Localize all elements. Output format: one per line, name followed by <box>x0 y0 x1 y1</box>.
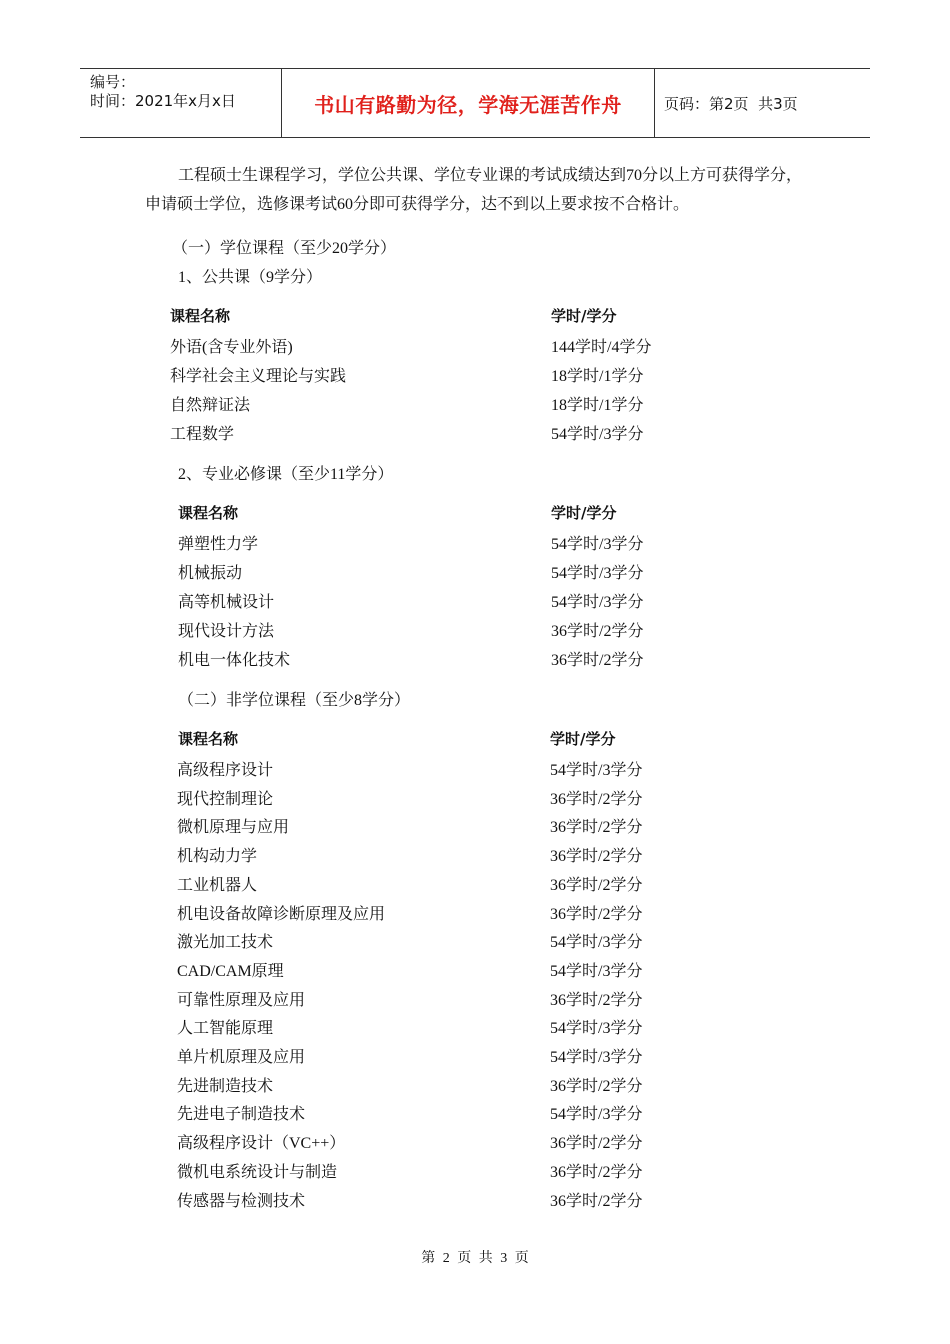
course-name: 自然辩证法 <box>170 397 251 414</box>
course-hours: 36学时/2学分 <box>550 790 643 808</box>
course-hours: 54学时/3学分 <box>550 1106 643 1124</box>
course-hours: 36学时/2学分 <box>550 819 643 837</box>
course-name: 机电设备故障诊断原理及应用 <box>177 905 386 923</box>
section1-title: （一）学位课程（至少20学分） <box>172 240 397 257</box>
intro-text: 工程硕士生课程学习，学位公共课、学位专业课的考试成绩达到70分以上方可获得学分，申请硕士学位，选修课考试60分即可获得学分，达不到以上要求按不合格计。 <box>145 167 803 213</box>
course-hours: 54学时/3学分 <box>550 934 643 952</box>
course-hours: 36学时/2学分 <box>550 1192 643 1210</box>
course-hours: 36学时/2学分 <box>550 1077 643 1095</box>
table1-header-name: 课程名称 <box>170 307 231 325</box>
course-name: 机电一体化技术 <box>178 652 291 669</box>
page-info: 页码：第2页 共3页 <box>664 94 798 113</box>
intro-paragraph <box>145 161 810 219</box>
course-hours: 54学时/3学分 <box>550 962 643 980</box>
course-hours: 36学时/2学分 <box>550 991 643 1009</box>
course-name: 先进电子制造技术 <box>177 1106 306 1124</box>
table3-header-name: 课程名称 <box>178 730 239 748</box>
course-name: 先进制造技术 <box>177 1077 274 1095</box>
subsection2-title: 2、专业必修课（至少11学分） <box>178 466 394 483</box>
course-hours: 54学时/3学分 <box>551 536 644 553</box>
document-header <box>80 68 870 138</box>
course-name: 弹塑性力学 <box>178 536 259 553</box>
course-name: 现代控制理论 <box>177 790 274 808</box>
course-hours: 36学时/2学分 <box>550 1163 643 1181</box>
section2-title: （二）非学位课程（至少8学分） <box>178 692 411 709</box>
number-label: 编号： <box>90 73 136 91</box>
course-name: 高级程序设计 <box>177 762 274 779</box>
course-hours: 36学时/2学分 <box>550 905 643 923</box>
course-hours: 54学时/3学分 <box>551 565 644 582</box>
course-hours: 54学时/3学分 <box>551 594 644 611</box>
course-hours: 144学时/4学分 <box>551 339 652 356</box>
course-hours: 36学时/2学分 <box>550 1135 643 1153</box>
course-name: 激光加工技术 <box>177 934 274 952</box>
course-hours: 54学时/3学分 <box>551 426 644 443</box>
course-name: 微机原理与应用 <box>177 819 290 837</box>
course-hours: 36学时/2学分 <box>551 623 644 640</box>
table1-header-hours: 学时/学分 <box>551 307 617 325</box>
course-name: 机械振动 <box>178 565 243 582</box>
course-hours: 36学时/2学分 <box>551 652 644 669</box>
course-hours: 54学时/3学分 <box>550 1049 643 1066</box>
course-name: 单片机原理及应用 <box>177 1049 306 1066</box>
page-footer: 第 2 页 共 3 页 <box>421 1251 529 1266</box>
table2-header-hours: 学时/学分 <box>551 504 617 522</box>
course-hours: 54学时/3学分 <box>550 1020 643 1038</box>
course-name: 机构动力学 <box>177 848 258 866</box>
course-name: 可靠性原理及应用 <box>177 991 306 1009</box>
course-name: 传感器与检测技术 <box>177 1192 306 1210</box>
course-hours: 54学时/3学分 <box>550 762 643 779</box>
table2-header-name: 课程名称 <box>178 504 239 522</box>
motto: 书山有路勤为径，学海无涯苦作舟 <box>281 69 655 137</box>
course-hours: 18学时/1学分 <box>551 368 644 385</box>
time-label: 时间：2021年x月x日 <box>90 92 236 110</box>
course-hours: 18学时/1学分 <box>551 397 644 414</box>
course-name: 科学社会主义理论与实践 <box>170 368 347 385</box>
course-name: 外语(含专业外语) <box>170 339 293 356</box>
course-name: 微机电系统设计与制造 <box>177 1163 338 1181</box>
header-left-cell <box>80 69 280 137</box>
course-name: 人工智能原理 <box>177 1020 274 1038</box>
course-name: 工业机器人 <box>177 876 258 894</box>
table3-header-hours: 学时/学分 <box>550 730 616 748</box>
header-right-cell <box>664 69 870 137</box>
subsection1-title: 1、公共课（9学分） <box>178 269 323 286</box>
course-hours: 36学时/2学分 <box>550 876 643 894</box>
course-name: 高级程序设计（VC++） <box>177 1135 346 1153</box>
course-name: CAD/CAM原理 <box>177 962 284 980</box>
course-name: 工程数学 <box>170 426 235 443</box>
course-name: 高等机械设计 <box>178 594 275 611</box>
course-hours: 36学时/2学分 <box>550 848 643 866</box>
course-name: 现代设计方法 <box>178 623 275 640</box>
